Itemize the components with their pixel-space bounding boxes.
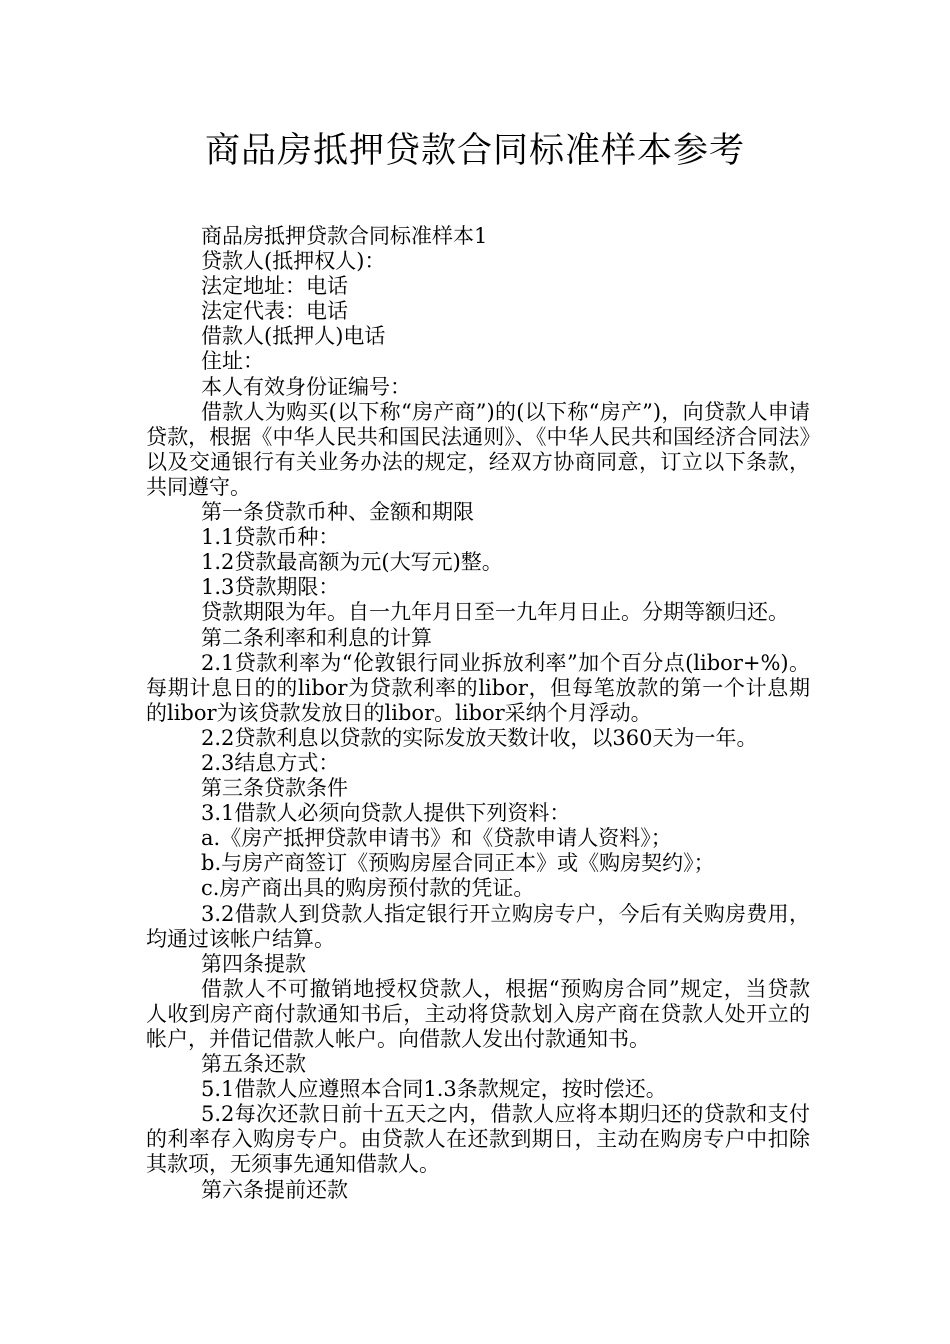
- section-heading: 第四条提款: [201, 951, 306, 976]
- paragraph: 3.2借款人到贷款人指定银行开立购房专户，今后有关购房费用，均通过该帐户结算。: [146, 901, 810, 951]
- paragraph: b.与房产商签订《预购房屋合同正本》或《购房契约》；: [201, 851, 715, 876]
- paragraph: c.房产商出具的购房预付款的凭证。: [201, 876, 535, 901]
- paragraph: 5.1借款人应遵照本合同1.3条款规定，按时偿还。: [201, 1077, 667, 1102]
- paragraph: 3.1借款人必须向贷款人提供下列资料：: [201, 801, 571, 826]
- paragraph: 商品房抵押贷款合同标准样本1: [201, 224, 488, 248]
- paragraph: 法定代表：电话: [201, 299, 348, 324]
- section-heading: 第一条贷款币种、金额和期限: [201, 500, 474, 525]
- paragraph: 1.2贷款最高额为元(大写元)整。: [201, 550, 503, 575]
- paragraph: 借款人为购买(以下称“房产商”)的(以下称“房产”)，向贷款人申请贷款，根据《中华人民共和国民法通则》、《中华人民共和国经济合同法》以及交通银行有关业务办法的规定，经双方协商同意，订立以下条款，共同遵守。: [146, 399, 810, 499]
- paragraph: 5.2每次还款日前十五天之内，借款人应将本期归还的贷款和支付的利率存入购房专户。由贷款人在还款到期日，主动在购房专户中扣除其款项，无须事先通知借款人。: [146, 1102, 810, 1177]
- document-title: 商品房抵押贷款合同标准样本参考: [204, 131, 745, 171]
- paragraph: 2.3结息方式：: [201, 750, 340, 775]
- section-heading: 第六条提前还款: [201, 1177, 348, 1202]
- paragraph: 本人有效身份证编号：: [201, 374, 411, 399]
- section-heading: 第二条利率和利息的计算: [201, 625, 432, 650]
- paragraph: 借款人不可撤销地授权贷款人，根据“预购房合同”规定，当贷款人收到房产商付款通知书后，主动将贷款划入房产商在贷款人处开立的帐户，并借记借款人帐户。向借款人发出付款通知书。: [146, 976, 810, 1051]
- paragraph: 法定地址：电话: [201, 274, 348, 299]
- document-body: [146, 224, 810, 1203]
- section-heading: 第五条还款: [201, 1052, 306, 1077]
- paragraph: 贷款期限为年。自一九年月日至一九年月日止。分期等额归还。: [201, 600, 789, 625]
- paragraph: 1.1贷款币种：: [201, 525, 340, 550]
- section-heading: 第三条贷款条件: [201, 776, 348, 801]
- paragraph: 2.2贷款利息以贷款的实际发放天数计收，以360天为一年。: [201, 725, 758, 750]
- paragraph: 住址：: [201, 349, 264, 374]
- paragraph: 借款人(抵押人)电话: [201, 324, 386, 349]
- paragraph: a.《房产抵押贷款申请书》和《贷款申请人资料》；: [201, 826, 672, 851]
- paragraph: 2.1贷款利率为“伦敦银行同业拆放利率”加个百分点(libor+%)。每期计息日的的libor为贷款利率的libor，但每笔放款的第一个计息期的libor为该贷款发放日的libor。libor采纳个月浮动。: [146, 650, 811, 725]
- paragraph: 1.3贷款期限：: [201, 575, 340, 600]
- paragraph: 贷款人(抵押权人)：: [201, 249, 386, 274]
